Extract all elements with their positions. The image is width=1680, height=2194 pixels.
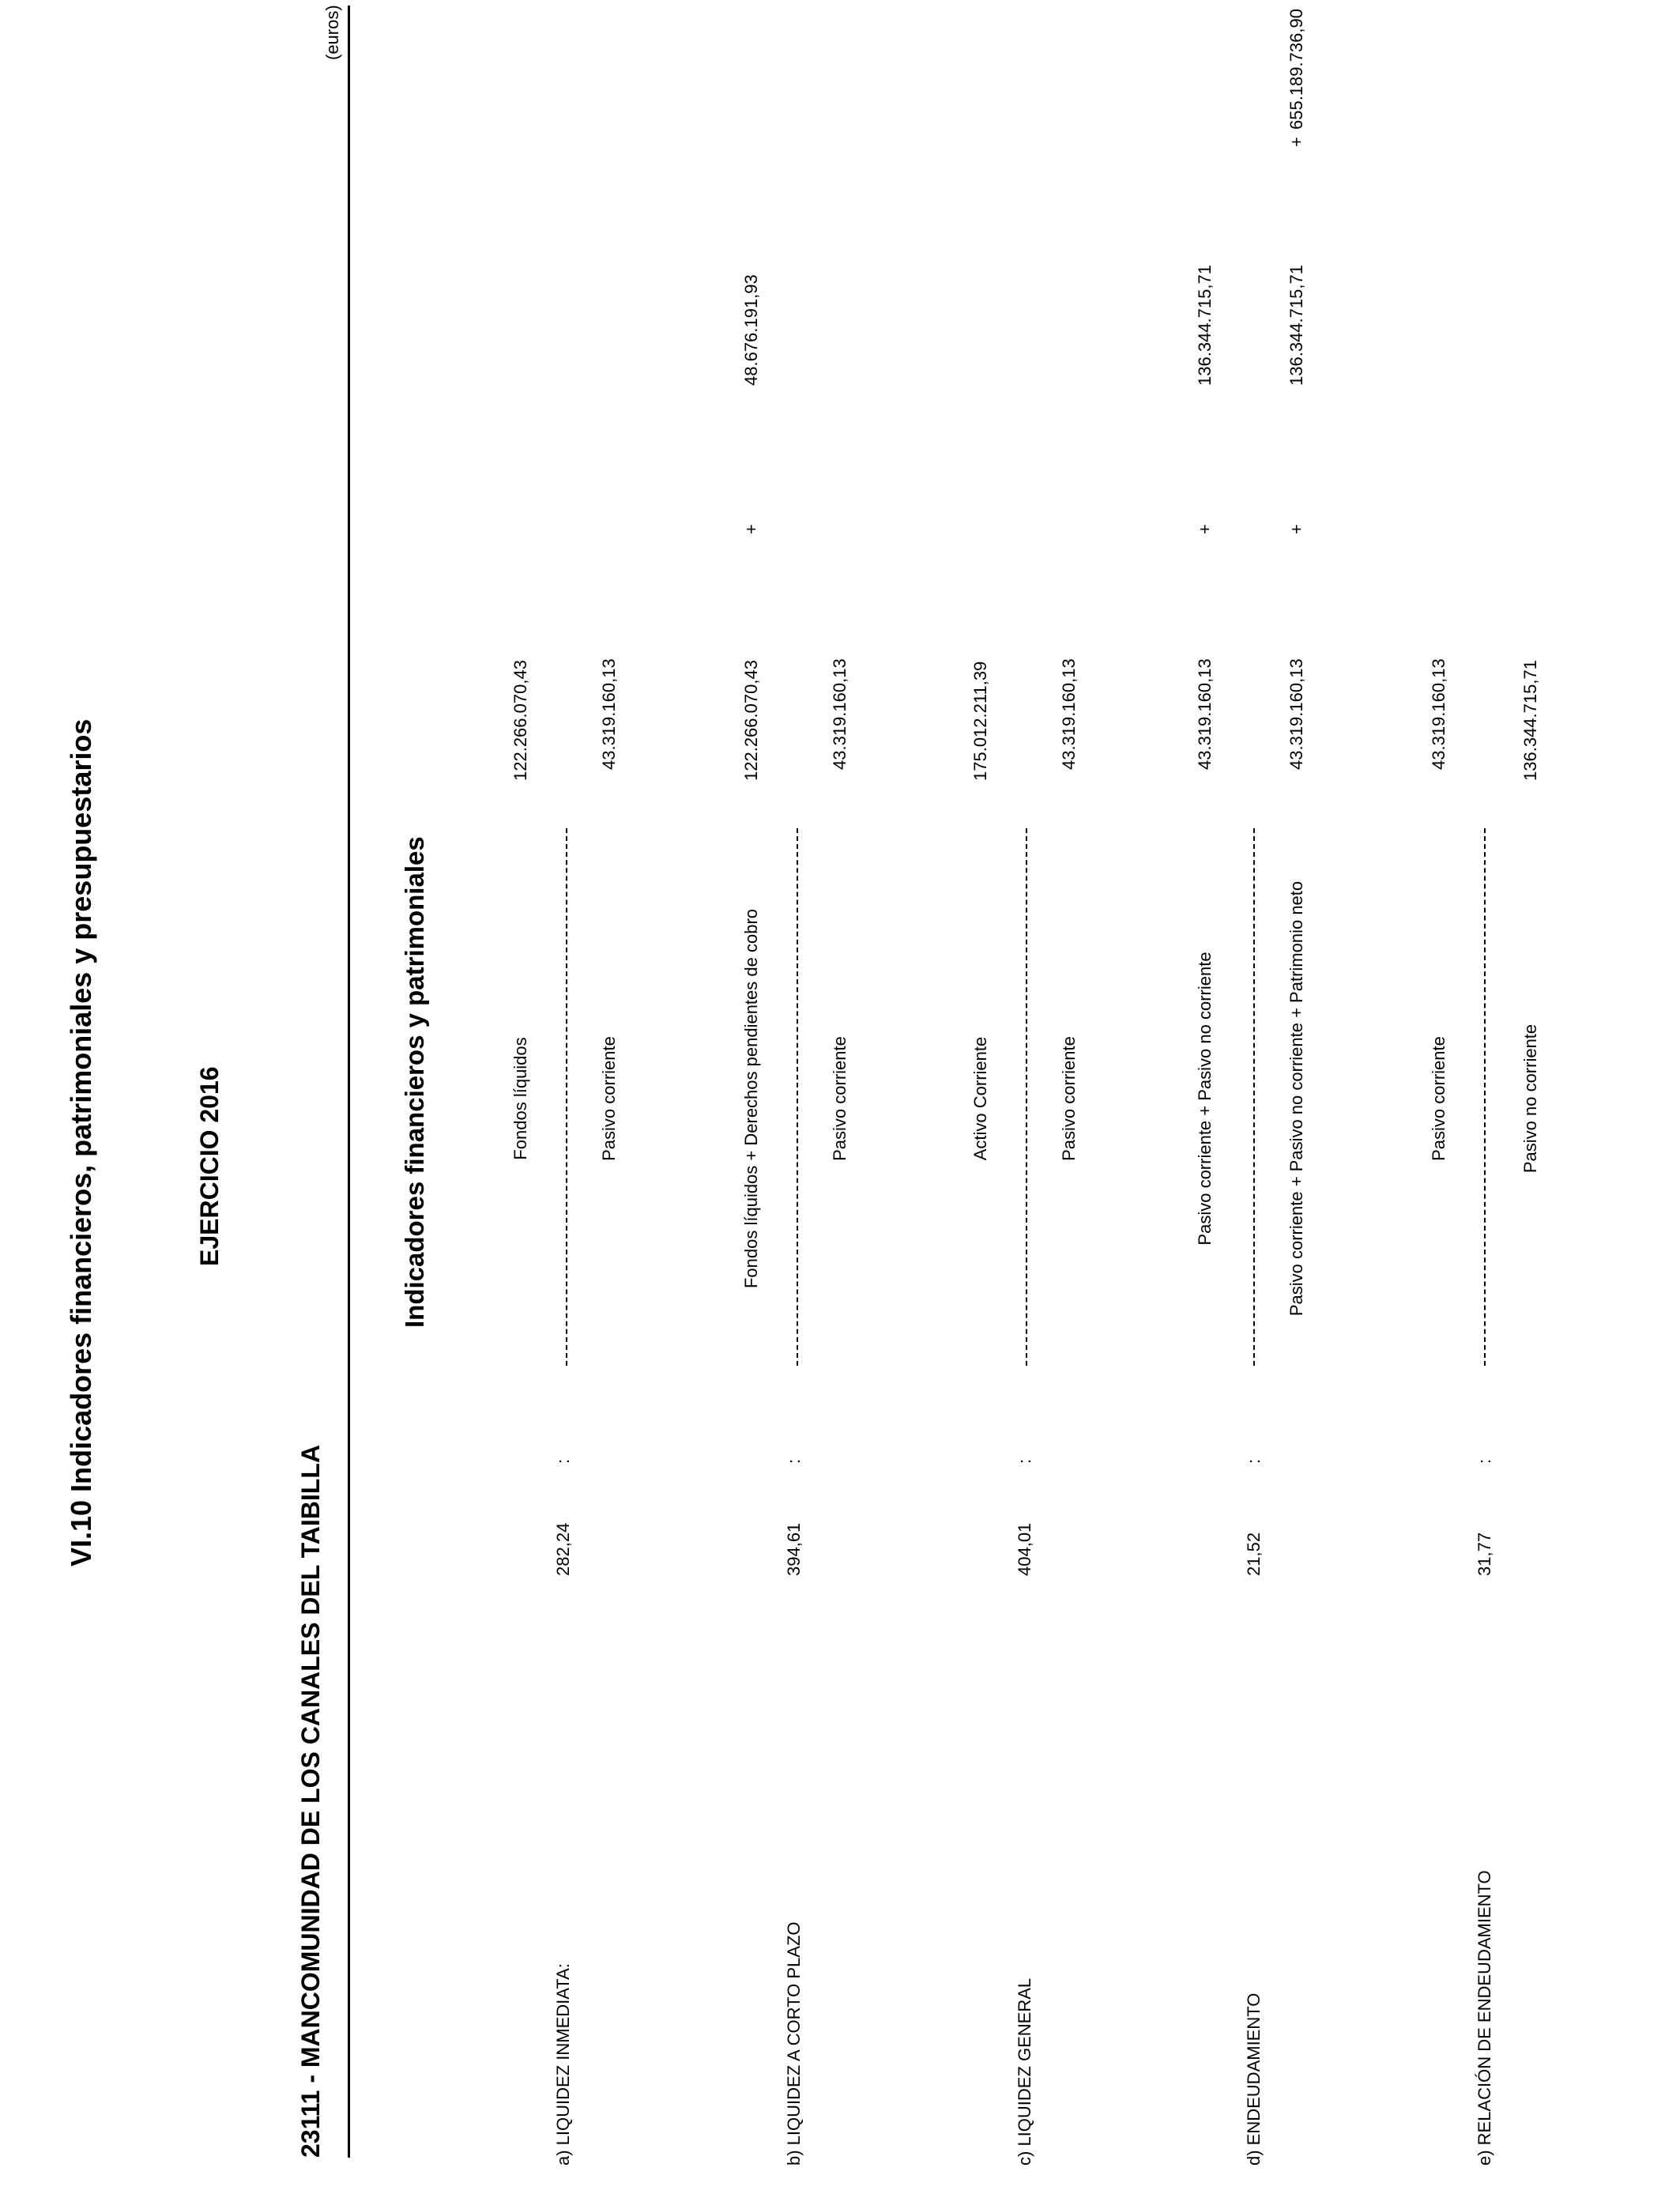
denominator-amount-3: 655.189.736,90: [1286, 9, 1306, 130]
numerator-amount: 43.319.160,13: [1429, 658, 1448, 770]
indicator-label: a) LIQUIDEZ INMEDIATA:: [553, 1963, 573, 2166]
ejercicio-heading: EJERCICIO 2016: [195, 1066, 224, 1266]
numerator-text: Activo Corriente: [970, 1036, 990, 1161]
denominator-text: Pasivo corriente: [1059, 1036, 1079, 1161]
fraction-line: [1484, 828, 1486, 1366]
indicator-colon: :: [553, 1458, 573, 1464]
indicator-value: 21,52: [1244, 1532, 1264, 1576]
indicator-label: b) LIQUIDEZ A CORTO PLAZO: [784, 1921, 804, 2166]
indicator-value: 31,77: [1475, 1532, 1494, 1576]
denominator-text: Pasivo corriente: [599, 1036, 619, 1161]
indicator-colon: :: [1015, 1458, 1034, 1464]
numerator-text: Fondos líquidos + Derechos pendientes de cobro: [741, 908, 761, 1289]
fraction-line: [797, 828, 798, 1366]
numerator-amount: 122.266.070,43: [741, 660, 761, 781]
denominator-text: Pasivo corriente: [830, 1036, 849, 1161]
numerator-text: Fondos líquidos: [510, 1037, 530, 1160]
numerator-text: Pasivo corriente + Pasivo no corriente: [1195, 952, 1215, 1246]
fraction-line: [1026, 828, 1027, 1366]
indicator-label: d) ENDEUDAMIENTO: [1244, 1992, 1264, 2166]
denominator-amount: 136.344.715,71: [1520, 660, 1540, 781]
indicator-colon: :: [784, 1458, 804, 1464]
header-rule: [348, 6, 350, 2158]
indicator-colon: :: [1475, 1458, 1494, 1464]
numerator-amount: 43.319.160,13: [1195, 658, 1215, 770]
indicator-value: 404,01: [1015, 1522, 1034, 1576]
indicator-value: 394,61: [784, 1522, 804, 1576]
denominator-text: Pasivo corriente + Pasivo no corriente + Patrimonio neto: [1286, 880, 1306, 1317]
numerator-plus: +: [741, 524, 761, 534]
units-label: (euros): [322, 5, 342, 60]
numerator-text: Pasivo corriente: [1429, 1036, 1448, 1161]
indicator-label: e) RELACIÓN DE ENDEUDAMIENTO: [1475, 1870, 1494, 2166]
numerator-amount: 122.266.070,43: [510, 660, 530, 781]
denominator-text: Pasivo no corriente: [1520, 1023, 1540, 1174]
indicator-colon: :: [1244, 1458, 1264, 1464]
indicator-label: c) LIQUIDEZ GENERAL: [1015, 1977, 1034, 2166]
numerator-amount-2: 48.676.191,93: [741, 274, 761, 386]
denominator-plus-2: +: [1286, 137, 1306, 147]
page-title: VI.10 Indicadores financieros, patrimoniales y presupuestarios: [65, 718, 97, 1566]
denominator-amount: 43.319.160,13: [599, 658, 619, 770]
fraction-line: [566, 828, 567, 1366]
denominator-plus: +: [1286, 524, 1306, 534]
numerator-plus: +: [1195, 524, 1215, 534]
denominator-amount: 43.319.160,13: [1059, 658, 1079, 770]
denominator-amount: 43.319.160,13: [1286, 658, 1306, 770]
numerator-amount: 175.012.211,39: [970, 661, 990, 781]
numerator-amount-2: 136.344.715,71: [1195, 265, 1215, 386]
indicator-value: 282,24: [553, 1522, 573, 1576]
section-title: Indicadores financieros y patrimoniales: [400, 836, 429, 1328]
denominator-amount-2: 136.344.715,71: [1286, 265, 1306, 386]
denominator-amount: 43.319.160,13: [830, 658, 849, 770]
fraction-line: [1253, 828, 1255, 1366]
entity-heading: 23111 - MANCOMUNIDAD DE LOS CANALES DEL TAIBILLA: [296, 1444, 325, 2158]
